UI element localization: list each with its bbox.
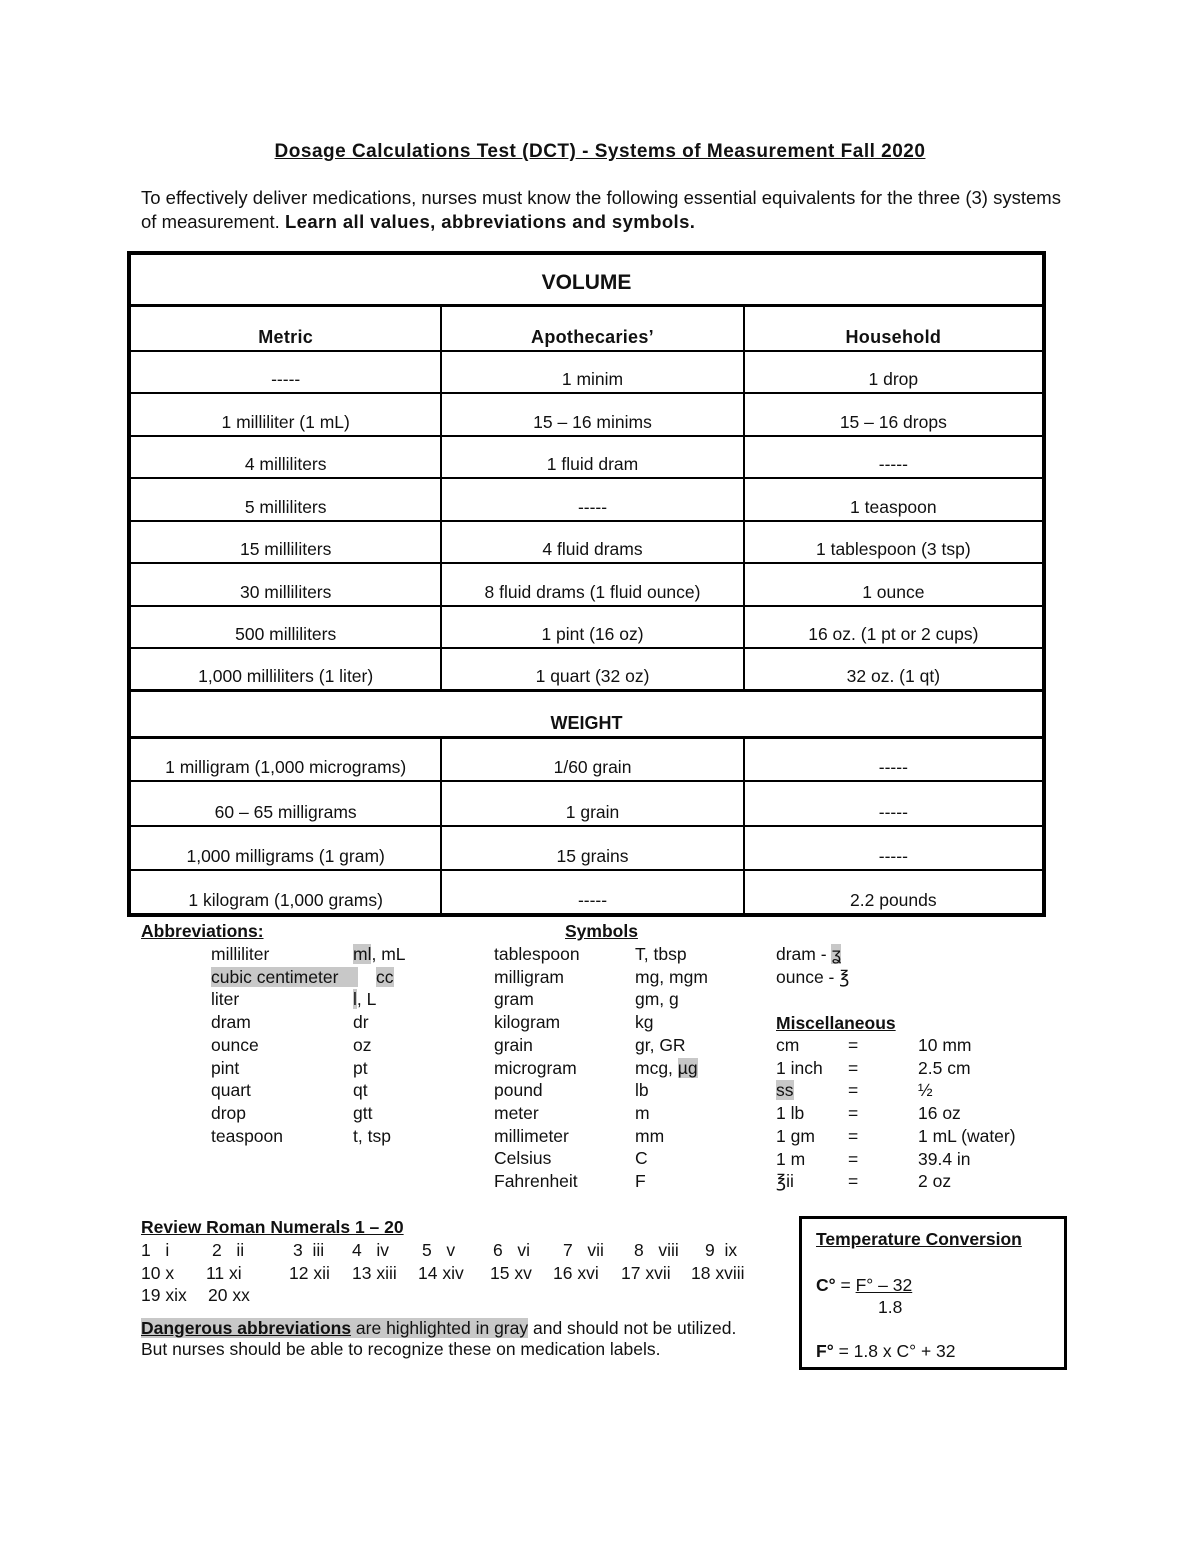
- abbr-value: [376, 966, 394, 988]
- abbr-term: [211, 966, 358, 988]
- symbol-label: ounce -: [776, 966, 840, 987]
- fahrenheit-rhs: = 1.8 x C° + 32: [833, 1341, 956, 1361]
- dangerous-line2: But nurses should be able to recognize these on medication labels.: [141, 1339, 661, 1359]
- misc-equals: =: [848, 1171, 859, 1192]
- misc-left: [776, 1125, 815, 1147]
- volume-row: [129, 478, 1044, 520]
- roman-numeral: 3 iii: [293, 1240, 325, 1260]
- abbr-value: [353, 1079, 368, 1101]
- weight-row-household-cell: -----: [744, 826, 1044, 870]
- misc-right: 39.4 in: [918, 1148, 971, 1169]
- roman-numeral: 20 xx: [208, 1285, 250, 1306]
- dangerous-tail: and should not be utilized.: [528, 1318, 737, 1338]
- weight-heading-row: [129, 691, 1044, 737]
- weight-row-metric-cell: 1,000 milligrams (1 gram): [129, 826, 441, 870]
- temperature-heading: Temperature Conversion: [816, 1229, 1022, 1249]
- misc-left-text: 1 lb: [776, 1103, 805, 1124]
- abbr-value-main: pt: [353, 1057, 368, 1078]
- abbr-term: ounce: [211, 1034, 259, 1055]
- misc-left-text: 1 m: [776, 1148, 806, 1169]
- misc-left: [776, 1170, 794, 1192]
- abbr-term: meter: [494, 1102, 539, 1123]
- misc-left: [776, 1148, 805, 1170]
- roman-numeral: 4 iv: [352, 1240, 389, 1260]
- ounce-symbol-icon: ℥: [839, 966, 850, 987]
- abbr-term: tablespoon: [494, 944, 580, 964]
- abbr-value: [635, 1102, 650, 1124]
- celsius-formula: [816, 1274, 912, 1296]
- volume-row-metric-cell: 15 milliliters: [129, 521, 441, 563]
- roman-numeral: 13 xiii: [352, 1262, 397, 1283]
- abbr-value-main: dr: [353, 1012, 369, 1033]
- misc-right: 2.5 cm: [918, 1057, 971, 1078]
- misc-left: [776, 1079, 794, 1101]
- weight-row: [129, 781, 1044, 825]
- abbr-value: [635, 1034, 686, 1056]
- abbr-value: [635, 1079, 649, 1101]
- celsius-lhs: C°: [816, 1275, 836, 1295]
- abbr-value-main: C: [635, 1148, 648, 1169]
- volume-row-metric-cell: 1,000 milliliters (1 liter): [129, 648, 441, 690]
- roman-numeral: 11 xi: [206, 1262, 242, 1283]
- abbr-term: Celsius: [494, 1148, 552, 1169]
- abbr-value: [353, 1011, 369, 1033]
- volume-row: [129, 606, 1044, 648]
- volume-row-apothecaries-cell: 1 quart (32 oz): [441, 648, 743, 690]
- abbr-term: quart: [211, 1080, 251, 1101]
- abbr-term: kilogram: [494, 1012, 561, 1033]
- equivalents-table: [127, 251, 1046, 917]
- symbols-heading: Symbols: [565, 921, 638, 941]
- abbr-term: liter: [211, 989, 240, 1010]
- misc-left: [776, 1102, 804, 1124]
- dangerous-mid: are highlighted in gray: [351, 1318, 529, 1338]
- roman-numeral: 5 v: [422, 1240, 456, 1260]
- symbol-label: dram -: [776, 944, 832, 964]
- abbr-value-main: gm, g: [635, 989, 679, 1010]
- intro-paragraph: [141, 186, 1061, 234]
- abbr-term: millimeter: [494, 1125, 569, 1146]
- abbr-value: [635, 988, 679, 1010]
- volume-row-household-cell: 1 teaspoon: [744, 478, 1044, 520]
- misc-equals: =: [848, 1148, 859, 1169]
- misc-equals: =: [848, 1057, 859, 1078]
- abbr-value-main: oz: [353, 1034, 372, 1055]
- abbr-value: [353, 943, 406, 965]
- volume-row: [129, 563, 1044, 605]
- weight-row-household-cell: -----: [744, 737, 1044, 781]
- roman-numeral: 2 ii: [212, 1240, 245, 1260]
- weight-row-metric-cell: 1 milligram (1,000 micrograms): [129, 737, 441, 781]
- weight-heading: WEIGHT: [129, 691, 1044, 737]
- volume-row-apothecaries-cell: 1 pint (16 oz): [441, 606, 743, 648]
- volume-row-metric-cell: 5 milliliters: [129, 478, 441, 520]
- volume-row-metric-cell: 500 milliliters: [129, 606, 441, 648]
- fahrenheit-lhs: F°: [816, 1341, 834, 1361]
- abbr-value-main: cc: [376, 966, 394, 987]
- temperature-box: [799, 1216, 1067, 1370]
- abbr-value: [635, 1147, 648, 1169]
- abbr-term: drop: [211, 1102, 247, 1123]
- abbr-value-main: ml: [353, 944, 372, 964]
- volume-row: [129, 436, 1044, 478]
- volume-row-household-cell: 32 oz. (1 qt): [744, 648, 1044, 690]
- abbr-term: milliliter: [211, 944, 270, 964]
- volume-row-apothecaries-cell: -----: [441, 478, 743, 520]
- fahrenheit-formula: [816, 1340, 956, 1362]
- misc-left-text: 1 inch: [776, 1057, 823, 1078]
- roman-heading: Review Roman Numerals 1 – 20: [141, 1217, 404, 1237]
- abbr-term: Fahrenheit: [494, 1171, 578, 1191]
- roman-numeral: 19 xix: [141, 1285, 187, 1306]
- misc-left-text: ss: [776, 1080, 794, 1101]
- abbr-term: microgram: [494, 1057, 577, 1078]
- abbr-value-rest: , L: [356, 989, 377, 1010]
- roman-numeral: 17 xvii: [621, 1262, 671, 1283]
- abbr-value-main: qt: [353, 1080, 368, 1101]
- symbol-item: [776, 966, 849, 988]
- misc-equals: =: [848, 1035, 859, 1055]
- roman-numeral: 1 i: [141, 1240, 170, 1260]
- weight-row-household-cell: -----: [744, 781, 1044, 825]
- weight-row-apothecaries-cell: -----: [441, 870, 743, 915]
- misc-equals: =: [848, 1080, 859, 1101]
- volume-row-household-cell: 15 – 16 drops: [744, 393, 1044, 435]
- weight-row-apothecaries-cell: 1/60 grain: [441, 737, 743, 781]
- column-header-apothecaries-cell: Apothecaries’: [441, 306, 743, 351]
- weight-row-apothecaries-cell: 1 grain: [441, 781, 743, 825]
- dram-symbol-icon: ʓ: [831, 944, 841, 964]
- abbr-term: dram: [211, 1012, 251, 1033]
- roman-numeral: 6 vi: [493, 1240, 530, 1260]
- symbol-item: [776, 943, 841, 965]
- volume-row-apothecaries-cell: 15 – 16 minims: [441, 393, 743, 435]
- celsius-denominator: 1.8: [878, 1297, 903, 1317]
- abbr-value: [635, 943, 687, 965]
- volume-row: [129, 351, 1044, 393]
- abbr-value: [635, 1170, 646, 1192]
- misc-right: 10 mm: [918, 1035, 972, 1055]
- abbr-value: [353, 1057, 368, 1079]
- weight-row-household-cell: 2.2 pounds: [744, 870, 1044, 915]
- volume-row: [129, 521, 1044, 563]
- volume-row-metric-cell: 30 milliliters: [129, 563, 441, 605]
- volume-row-household-cell: 1 tablespoon (3 tsp): [744, 521, 1044, 563]
- abbr-value-main: lb: [635, 1080, 649, 1101]
- roman-numeral: 14 xiv: [418, 1262, 464, 1283]
- roman-numeral: 15 xv: [490, 1262, 532, 1283]
- abbr-value: [353, 1125, 391, 1147]
- abbr-value-main: T, tbsp: [635, 944, 687, 964]
- roman-numeral: 18 xviii: [691, 1262, 745, 1283]
- abbr-term: pint: [211, 1057, 240, 1078]
- misc-right: ½: [918, 1080, 933, 1101]
- abbr-value: [635, 1057, 698, 1079]
- abbr-term: pound: [494, 1080, 543, 1101]
- roman-numeral: 16 xvi: [553, 1262, 599, 1283]
- roman-numeral: 10 x: [141, 1262, 175, 1283]
- abbr-term: grain: [494, 1034, 533, 1055]
- abbr-term: gram: [494, 989, 534, 1010]
- abbr-value-main: l: [353, 989, 357, 1010]
- celsius-numerator: F° – 32: [855, 1275, 913, 1295]
- intro-text: To effectively deliver medications, nurses must know the following essential equivalents for the three (3) systems of measurement.: [141, 187, 1061, 232]
- roman-numeral: 8 viii: [634, 1240, 679, 1260]
- abbr-value-main: mcg,: [635, 1057, 678, 1078]
- misc-equals: =: [848, 1125, 859, 1146]
- volume-row-metric-cell: 4 milliliters: [129, 436, 441, 478]
- weight-row-apothecaries-cell: 15 grains: [441, 826, 743, 870]
- misc-left-text: ℥ii: [776, 1171, 794, 1192]
- abbr-value: [635, 966, 708, 988]
- weight-row-metric-cell: 1 kilogram (1,000 grams): [129, 870, 441, 915]
- abbr-value-main: F: [635, 1171, 646, 1191]
- weight-row: [129, 870, 1044, 915]
- page-title: Dosage Calculations Test (DCT) - Systems of Measurement Fall 2020: [274, 141, 926, 162]
- misc-equals: =: [848, 1103, 859, 1124]
- column-header-metric-cell: Metric: [129, 306, 441, 351]
- abbr-value: [635, 1011, 653, 1033]
- abbr-value-main: mg, mgm: [635, 966, 708, 987]
- abbr-value: [353, 1102, 372, 1124]
- abbr-value-main: gr, GR: [635, 1034, 686, 1055]
- volume-row-household-cell: -----: [744, 436, 1044, 478]
- abbreviations-heading: Abbreviations:: [141, 921, 264, 941]
- abbr-term: teaspoon: [211, 1125, 284, 1146]
- volume-row-apothecaries-cell: 8 fluid drams (1 fluid ounce): [441, 563, 743, 605]
- misc-left: [776, 1034, 799, 1056]
- abbr-term: milligram: [494, 966, 564, 987]
- abbr-term-highlight: cubic centimeter: [211, 966, 358, 987]
- miscellaneous-heading: Miscellaneous: [776, 1013, 896, 1033]
- column-header: [129, 306, 1044, 351]
- dangerous-note: [141, 1317, 736, 1339]
- misc-left-text: 1 gm: [776, 1125, 815, 1146]
- volume-row: [129, 393, 1044, 435]
- intro-bold: Learn all values, abbreviations and symbols.: [284, 211, 696, 232]
- abbr-value-main: m: [635, 1102, 650, 1123]
- volume-row-household-cell: 16 oz. (1 pt or 2 cups): [744, 606, 1044, 648]
- abbr-value-main: gtt: [353, 1102, 373, 1123]
- weight-row-metric-cell: 60 – 65 milligrams: [129, 781, 441, 825]
- misc-right: 1 mL (water): [918, 1125, 1016, 1146]
- misc-right: 2 oz: [918, 1171, 952, 1192]
- abbr-value-main: t, tsp: [353, 1125, 391, 1146]
- dangerous-lead: Dangerous abbreviations: [141, 1318, 352, 1338]
- roman-numeral: 7 vii: [563, 1240, 604, 1260]
- misc-right: 16 oz: [918, 1103, 961, 1124]
- roman-numeral: 12 xii: [289, 1262, 330, 1283]
- volume-row-apothecaries-cell: 1 minim: [441, 351, 743, 393]
- misc-left-text: cm: [776, 1035, 800, 1055]
- abbr-value: [635, 1125, 664, 1147]
- abbr-value-main: kg: [635, 1012, 654, 1033]
- abbr-value: [353, 1034, 371, 1056]
- volume-row-household-cell: 1 ounce: [744, 563, 1044, 605]
- weight-row: [129, 737, 1044, 781]
- misc-left: [776, 1057, 823, 1079]
- abbr-value-highlight: µg: [677, 1057, 698, 1078]
- volume-heading-row: [129, 253, 1044, 306]
- abbr-value-rest: , mL: [371, 944, 406, 964]
- celsius-eq: =: [835, 1275, 856, 1295]
- volume-row-apothecaries-cell: 4 fluid drams: [441, 521, 743, 563]
- abbr-value-main: mm: [635, 1125, 665, 1146]
- volume-row: [129, 648, 1044, 690]
- volume-row-household-cell: 1 drop: [744, 351, 1044, 393]
- abbr-value: [353, 988, 376, 1010]
- volume-row-metric-cell: 1 milliliter (1 mL): [129, 393, 441, 435]
- volume-row-apothecaries-cell: 1 fluid dram: [441, 436, 743, 478]
- volume-row-metric-cell: -----: [129, 351, 441, 393]
- roman-numeral: 9 ix: [705, 1240, 738, 1260]
- volume-heading: VOLUME: [129, 253, 1044, 306]
- weight-row: [129, 826, 1044, 870]
- column-header-household-cell: Household: [744, 306, 1044, 351]
